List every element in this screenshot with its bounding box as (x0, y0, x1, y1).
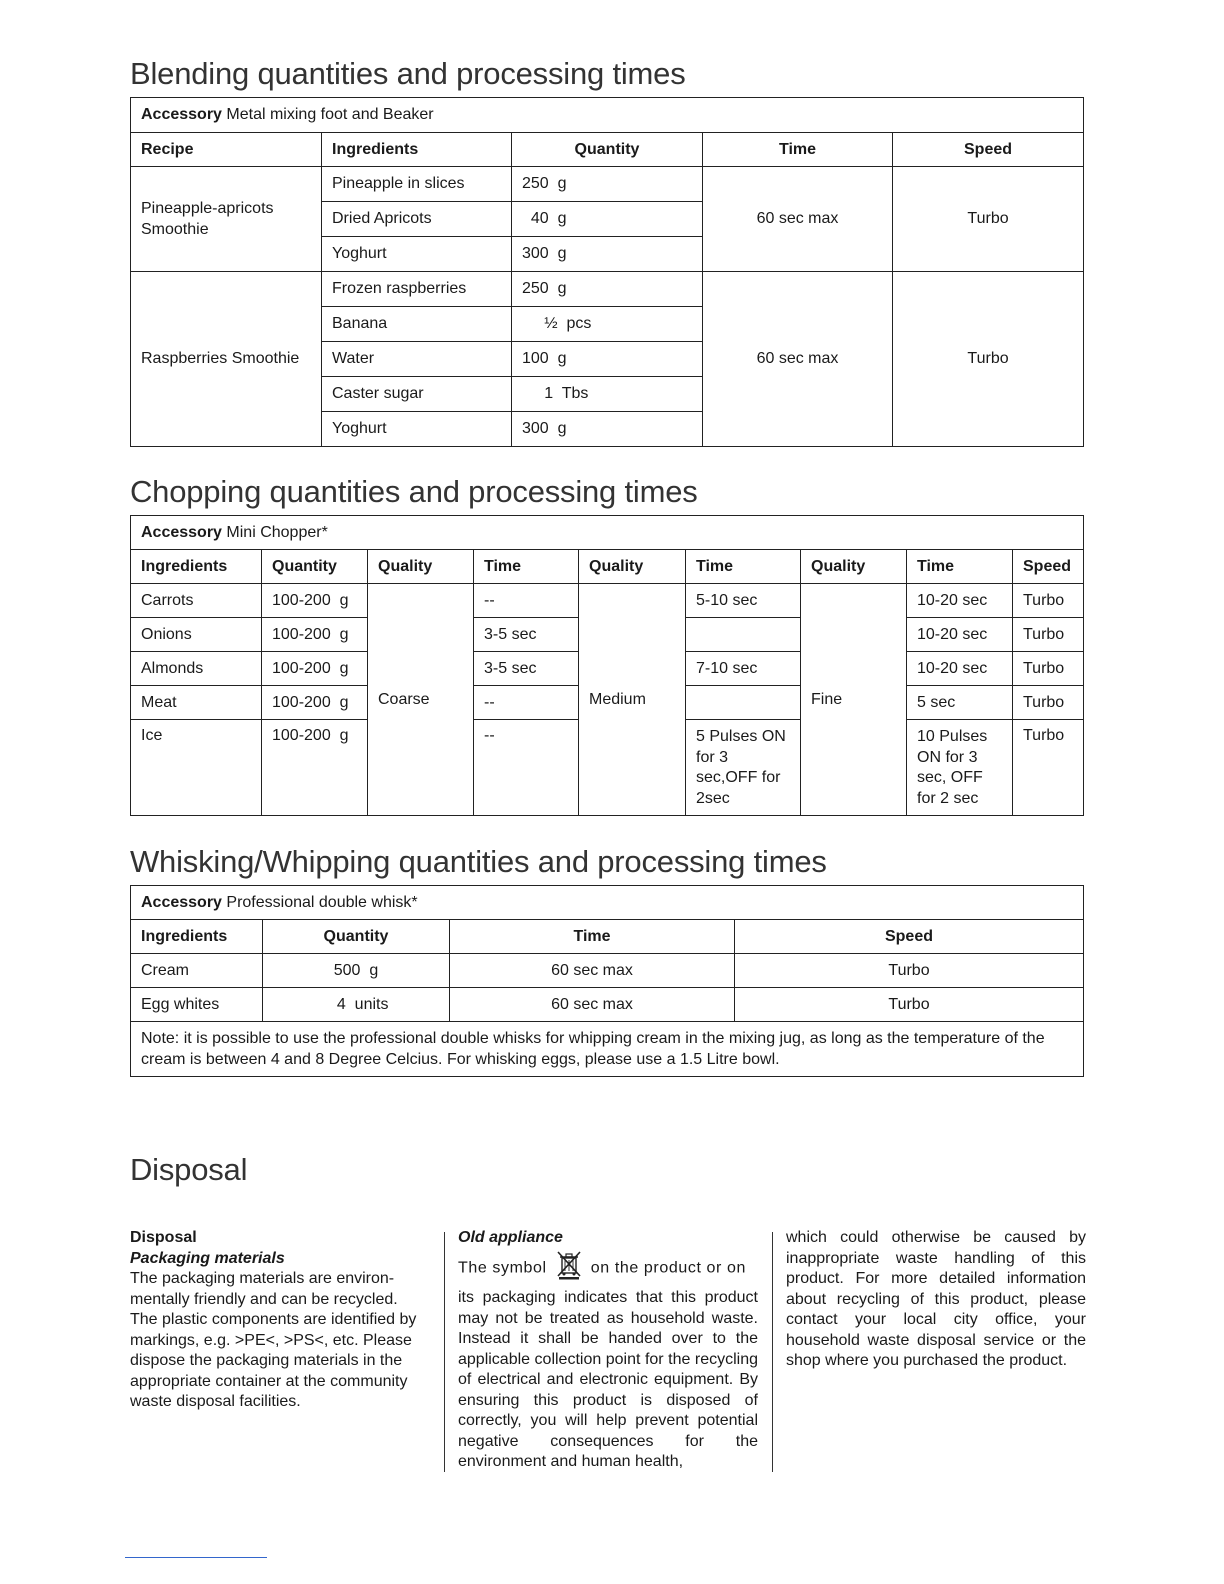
coarse-time: 3-5 sec (474, 652, 579, 686)
disposal-column-3 (786, 1228, 1086, 1372)
recipe-time: 60 sec max (703, 272, 893, 447)
recipe-name: Pineapple-apricots Smoothie (131, 167, 322, 272)
chopping-header-row (131, 550, 1084, 584)
time: 60 sec max (450, 988, 735, 1022)
whisking-table (130, 885, 1084, 1077)
packaging-subheading: Packaging materials (130, 1249, 285, 1267)
blending-header-ingredients: Ingredients (322, 133, 512, 167)
ingredient: Cream (131, 954, 263, 988)
disposal-heading: Disposal (130, 1229, 197, 1246)
whisking-accessory: Accessory Professional double whisk* (131, 886, 1084, 920)
coarse-time: -- (474, 686, 579, 720)
quantity: 300 g (512, 412, 703, 447)
ingredient: Pineapple in slices (322, 167, 512, 202)
speed: Turbo (1013, 618, 1084, 652)
disposal-column-1 (130, 1228, 422, 1413)
chopping-header-quality: Quality (579, 550, 686, 584)
table-row (131, 954, 1084, 988)
coarse-time: 3-5 sec (474, 618, 579, 652)
quantity: 100-200 g (262, 686, 368, 720)
medium-time: 7-10 sec (686, 652, 801, 686)
quantity: 4 units (263, 988, 450, 1022)
time: 60 sec max (450, 954, 735, 988)
whisking-header-quantity: Quantity (263, 920, 450, 954)
speed: Turbo (1013, 720, 1084, 816)
quantity: 1 Tbs (512, 377, 703, 412)
chopping-header-quality: Quality (801, 550, 907, 584)
recipe-speed: Turbo (893, 167, 1084, 272)
blending-accessory-row (131, 98, 1084, 133)
ingredient: Almonds (131, 652, 262, 686)
speed: Turbo (735, 954, 1084, 988)
fine-time: 10 Pulses ON for 3 sec, OFF for 2 sec (907, 720, 1013, 816)
quality-medium: Medium (579, 584, 686, 816)
medium-time (686, 686, 801, 720)
whisking-header-row (131, 920, 1084, 954)
chopping-header-ingredients: Ingredients (131, 550, 262, 584)
blending-header-quantity: Quantity (512, 133, 703, 167)
quality-fine: Fine (801, 584, 907, 816)
fine-time: 10-20 sec (907, 618, 1013, 652)
speed: Turbo (735, 988, 1084, 1022)
recipe-time: 60 sec max (703, 167, 893, 272)
blending-header-speed: Speed (893, 133, 1084, 167)
ingredient: Dried Apricots (322, 202, 512, 237)
chopping-header-quantity: Quantity (262, 550, 368, 584)
chopping-header-time: Time (907, 550, 1013, 584)
chopping-header-time: Time (474, 550, 579, 584)
speed: Turbo (1013, 652, 1084, 686)
column-divider (444, 1232, 445, 1472)
chopping-header-quality: Quality (368, 550, 474, 584)
ingredient: Banana (322, 307, 512, 342)
quantity: 40 g (512, 202, 703, 237)
table-row (131, 584, 1084, 618)
whisking-accessory-row (131, 886, 1084, 920)
symbol-line: The symbol on the product or on (458, 1250, 758, 1287)
blending-header-row (131, 133, 1084, 167)
whisking-note: Note: it is possible to use the professional double whisks for whipping cream in the mixing jug, as long as the temperature of the cream is between 4 and 8 Degree Celcius. For whisking eggs, please use a 1.5 Litre bowl. (131, 1022, 1084, 1077)
ingredient: Ice (131, 720, 262, 816)
quantity: 250 g (512, 272, 703, 307)
medium-time: 5 Pulses ON for 3 sec,OFF for 2sec (686, 720, 801, 816)
table-row (131, 272, 1084, 307)
whisking-header-time: Time (450, 920, 735, 954)
chopping-header-time: Time (686, 550, 801, 584)
recycling-info-text: which could otherwise be caused by inappropriate waste handling of this product. For more detailed information about recycling of this product, please contact your local city office, your household waste disposal service or the shop where you purchased the product. (786, 1229, 1086, 1369)
coarse-time: -- (474, 720, 579, 816)
speed: Turbo (1013, 686, 1084, 720)
ingredient: Caster sugar (322, 377, 512, 412)
quantity: ½ pcs (512, 307, 703, 342)
blending-title: Blending quantities and processing times (130, 56, 686, 91)
quantity: 100 g (512, 342, 703, 377)
ingredient: Meat (131, 686, 262, 720)
recipe-speed: Turbo (893, 272, 1084, 447)
disposal-title: Disposal (130, 1152, 248, 1187)
old-appliance-subheading: Old appliance (458, 1229, 563, 1246)
coarse-time: -- (474, 584, 579, 618)
medium-time: 5-10 sec (686, 584, 801, 618)
quantity: 100-200 g (262, 584, 368, 618)
ingredient: Water (322, 342, 512, 377)
quality-coarse: Coarse (368, 584, 474, 816)
fine-time: 10-20 sec (907, 584, 1013, 618)
chopping-accessory-row (131, 516, 1084, 550)
blending-accessory: Accessory Metal mixing foot and Beaker (131, 98, 1084, 133)
whisking-title: Whisking/Whipping quantities and processing times (130, 844, 827, 879)
old-appliance-text: its packaging indicates that this product may not be treated as household waste. Instead it shall be handed over to the applicable collection point for the recycling of electrical and electronic equipment. By ensuring this product is disposed of correctly, you will help prevent potential negative consequences for the environment and human health, (458, 1289, 758, 1470)
whisking-header-speed: Speed (735, 920, 1084, 954)
packaging-text: The packaging materials are environ-mentally friendly and can be recycled. The plastic components are identified by markings, e.g. >PE<, >PS<, etc. Please dispose the packaging materials in the appropriate container at the community waste disposal facilities. (130, 1270, 417, 1410)
quantity: 100-200 g (262, 618, 368, 652)
note-row (131, 1022, 1084, 1077)
blending-header-time: Time (703, 133, 893, 167)
blending-header-recipe: Recipe (131, 133, 322, 167)
chopping-table (130, 515, 1084, 816)
ingredient: Egg whites (131, 988, 263, 1022)
table-row (131, 988, 1084, 1022)
recipe-name: Raspberries Smoothie (131, 272, 322, 447)
quantity: 500 g (263, 954, 450, 988)
quantity: 300 g (512, 237, 703, 272)
column-divider (772, 1232, 773, 1472)
footer-line (125, 1557, 267, 1558)
chopping-title: Chopping quantities and processing times (130, 474, 698, 509)
ingredient: Carrots (131, 584, 262, 618)
ingredient: Onions (131, 618, 262, 652)
chopping-accessory: Accessory Mini Chopper* (131, 516, 1084, 550)
ingredient: Frozen raspberries (322, 272, 512, 307)
blending-table (130, 97, 1084, 447)
whisking-header-ingredients: Ingredients (131, 920, 263, 954)
chopping-header-speed: Speed (1013, 550, 1084, 584)
table-row (131, 167, 1084, 202)
quantity: 250 g (512, 167, 703, 202)
medium-time (686, 618, 801, 652)
ingredient: Yoghurt (322, 412, 512, 447)
speed: Turbo (1013, 584, 1084, 618)
fine-time: 5 sec (907, 686, 1013, 720)
disposal-column-2 (458, 1228, 758, 1473)
quantity: 100-200 g (262, 720, 368, 816)
ingredient: Yoghurt (322, 237, 512, 272)
fine-time: 10-20 sec (907, 652, 1013, 686)
quantity: 100-200 g (262, 652, 368, 686)
crossed-out-bin-icon (556, 1250, 582, 1287)
